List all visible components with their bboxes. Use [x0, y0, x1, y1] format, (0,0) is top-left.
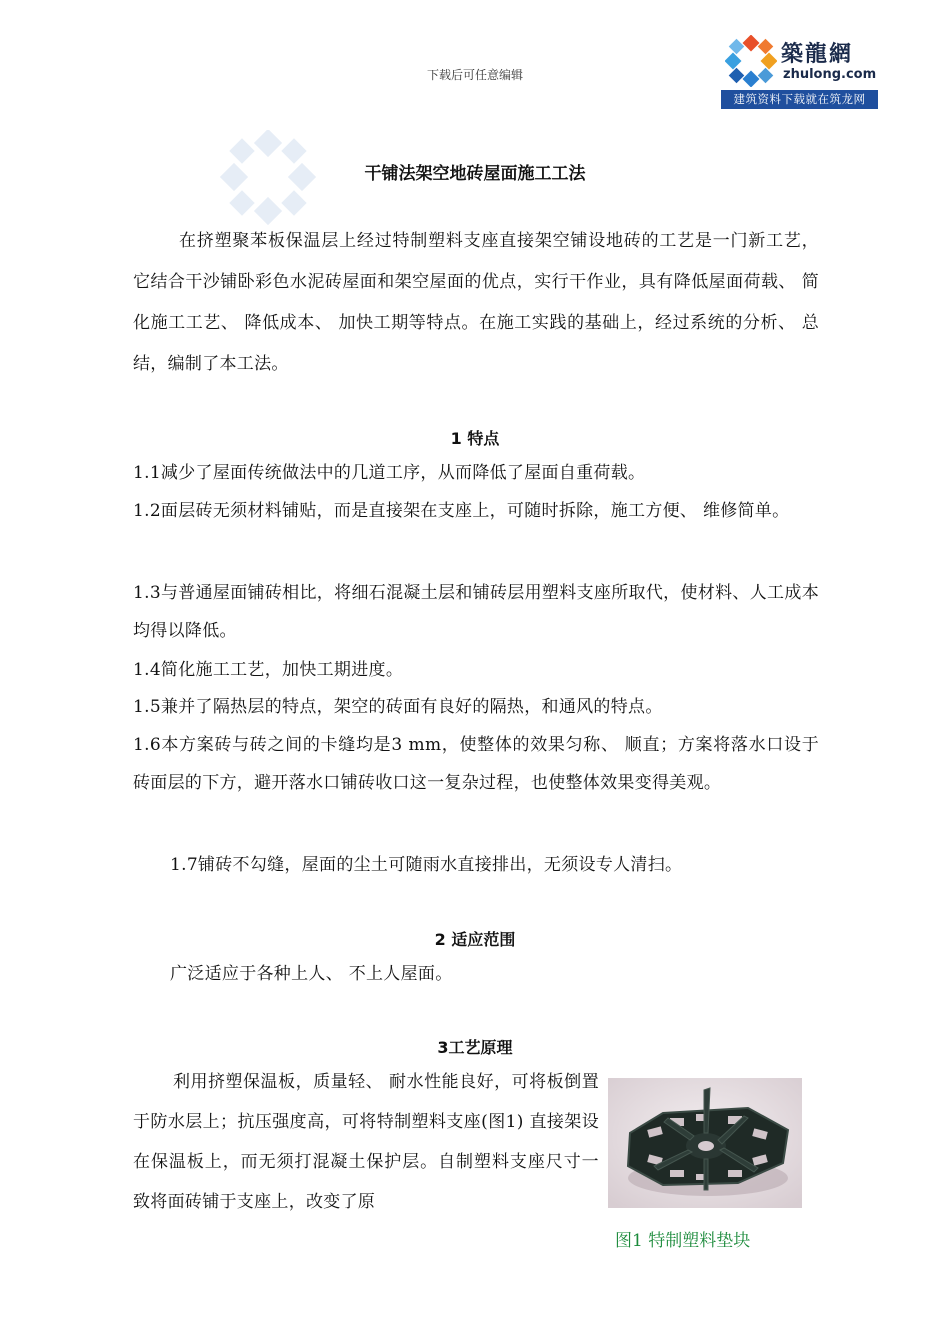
site-logo[interactable] [721, 31, 878, 109]
section-2-heading: 2 适应范围 [434, 930, 516, 949]
plastic-pedestal-photo [608, 1078, 802, 1208]
list-item: 1.6本方案砖与砖之间的卡缝均是3 mm，使整体的效果匀称、 顺直；方案将落水口设于砖面层的下方，避开落水口铺砖收口这一复杂过程，也使整体效果变得美观。 [133, 735, 819, 793]
list-item: 1.5兼并了隔热层的特点，架空的砖面有良好的隔热，和通风的特点。 [133, 697, 663, 717]
list-item: 1.4简化施工工艺，加快工期进度。 [133, 660, 404, 680]
figure-caption: 图1 特制塑料垫块 [615, 1231, 751, 1251]
section-1-heading: 1 特点 [450, 429, 500, 448]
list-item: 1.2面层砖无须材料铺贴，而是直接架在支座上，可随时拆除，施工方便、 维修简单。 [133, 501, 790, 521]
section-3-text: 利用挤塑保温板，质量轻、 耐水性能良好，可将板倒置于防水层上；抗压强度高，可将特制塑料支座(图1) 直接架设在保温板上，而无须打混凝土保护层。自制塑料支座尺寸一致将面砖铺于支座上，改变了原 [133, 1072, 599, 1212]
logo-domain: zhulong.com [783, 67, 877, 82]
list-item: 1.3与普通屋面铺砖相比，将细石混凝土层和铺砖层用塑料支座所取代，使材料、人工成本均得以降低。 [133, 583, 819, 641]
list-item: 1.7铺砖不勾缝，屋面的尘土可随雨水直接排出，无须设专人清扫。 [170, 855, 683, 875]
document-title: 干铺法架空地砖屋面施工工法 [364, 164, 586, 184]
list-item: 1.1减少了屋面传统做法中的几道工序，从而降低了屋面自重荷载。 [133, 463, 646, 483]
section-3-heading: 3工艺原理 [437, 1038, 513, 1057]
header-note: 下载后可任意编辑 [426, 68, 523, 82]
logo-flower-icon [725, 35, 777, 87]
logo-slogan: 建筑资料下载就在筑龙网 [721, 90, 878, 109]
section-2-text: 广泛适应于各种上人、 不上人屋面。 [170, 964, 453, 984]
intro-paragraph: 在挤塑聚苯板保温层上经过特制塑料支座直接架空铺设地砖的工艺是一门新工艺，它结合干沙铺卧彩色水泥砖屋面和架空屋面的优点，实行干作业，具有降低屋面荷载、 简化施工工艺、 降低成本、 加快工期等特点。在施工实践的基础上，经过系统的分析、 总结，编制了本工法。 [133, 231, 819, 374]
logo-name: 築龍網 [781, 41, 854, 67]
